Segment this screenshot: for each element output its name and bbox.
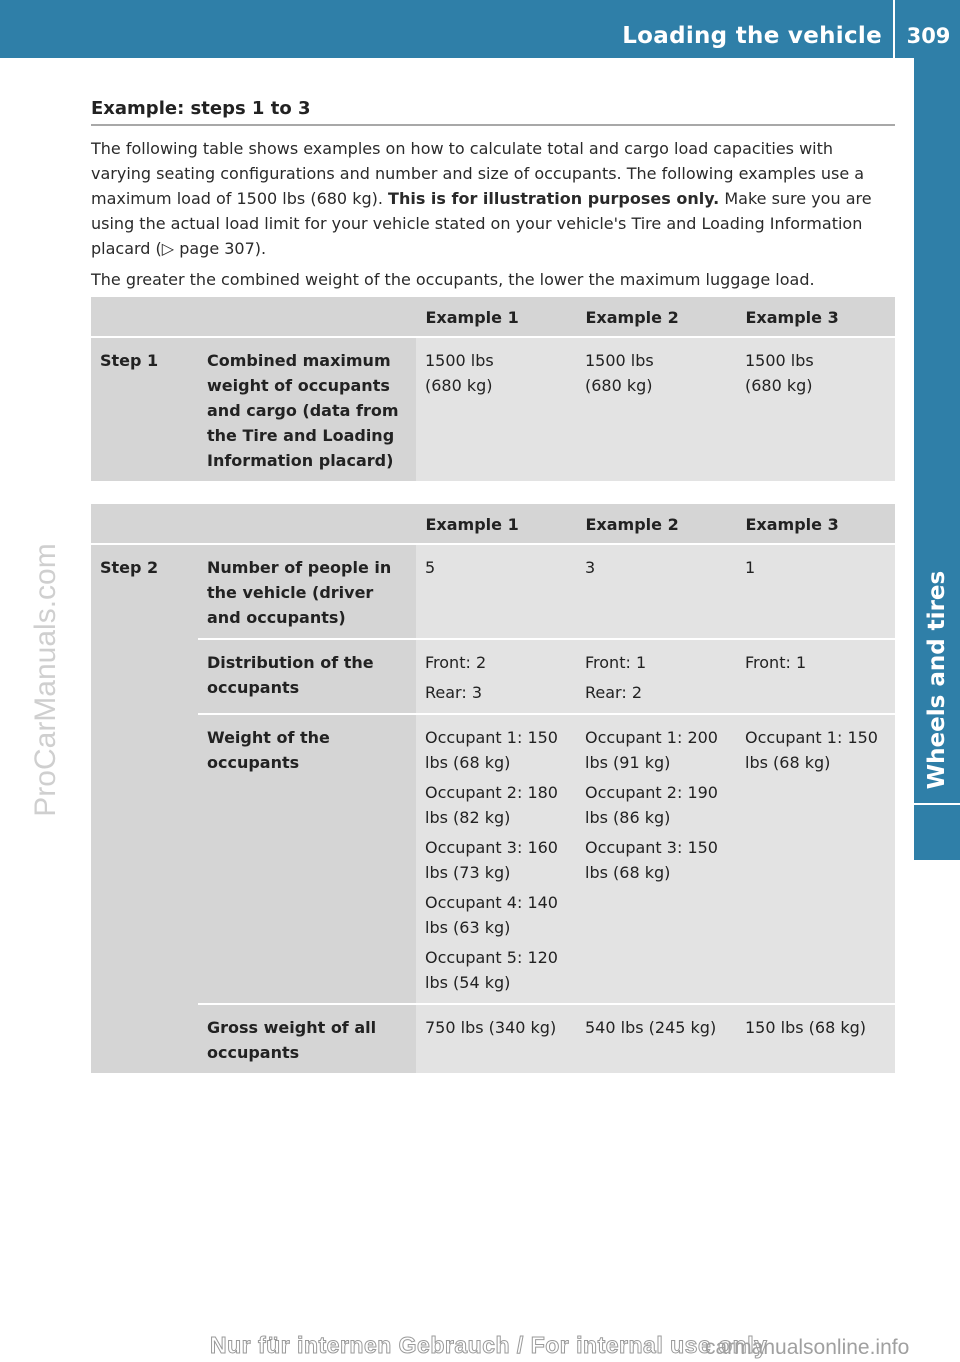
value-line: 3 xyxy=(585,558,596,577)
value-line: Occupant 1: 200 lbs (91 kg) xyxy=(585,728,718,772)
value-line: Occupant 2: 180 lbs (82 kg) xyxy=(425,783,558,827)
step-label: Step 1 xyxy=(91,337,198,481)
value-cell xyxy=(736,544,895,639)
value-line: (680 kg) xyxy=(745,376,813,395)
value-line: Occupant 1: 150 lbs (68 kg) xyxy=(425,728,558,772)
table-header-cell: Example 3 xyxy=(736,504,895,544)
value-line: Occupant 4: 140 lbs (63 kg) xyxy=(425,893,558,937)
table-header-row xyxy=(91,297,895,337)
value-line: 540 lbs (245 kg) xyxy=(585,1018,717,1037)
table-header-row xyxy=(91,504,895,544)
value-cell xyxy=(576,639,736,714)
watermark-left: ProCarManuals.com xyxy=(29,543,62,817)
value-cell xyxy=(576,1004,736,1073)
value-line: Occupant 2: 190 lbs (86 kg) xyxy=(585,783,718,827)
section-rule xyxy=(91,124,895,126)
table-row xyxy=(91,337,895,481)
table-header-cell: Example 1 xyxy=(416,504,576,544)
note-paragraph: The greater the combined weight of the occupants, the lower the maximum luggage load. xyxy=(91,270,815,289)
value-line: Front: 1 xyxy=(585,653,647,672)
side-tab-divider xyxy=(914,803,960,805)
row-label: Gross weight of all occupants xyxy=(198,1004,416,1073)
value-line: Rear: 2 xyxy=(585,683,642,702)
value-cell xyxy=(736,1004,895,1073)
value-cell xyxy=(736,714,895,1004)
value-line: 150 lbs (68 kg) xyxy=(745,1018,866,1037)
page-ref-arrow-icon: ▷ xyxy=(161,239,175,258)
value-line: Occupant 1: 150 lbs (68 kg) xyxy=(745,728,878,772)
table-header-cell xyxy=(91,297,198,337)
page-ref-link[interactable]: page 307). xyxy=(174,239,267,258)
value-cell xyxy=(416,1004,576,1073)
table-step-1 xyxy=(91,297,895,481)
value-line: 1 xyxy=(745,558,756,577)
value-cell xyxy=(416,639,576,714)
intro-text-2: Make sure you are using the actual load limit for your vehicle stated on your vehicle's Tire and Loading Information placard ( xyxy=(91,189,872,258)
value-cell xyxy=(576,337,736,481)
intro-bold: This is for illustration purposes only. xyxy=(388,189,720,208)
value-line: 1500 lbs xyxy=(745,351,814,370)
table-header-cell xyxy=(198,504,416,544)
value-line: 5 xyxy=(425,558,436,577)
value-line: Front: 1 xyxy=(745,653,807,672)
value-line: Front: 2 xyxy=(425,653,487,672)
value-line: 1500 lbs xyxy=(425,351,494,370)
site-watermark: carmanualsonline.info xyxy=(705,1336,910,1359)
value-line: (680 kg) xyxy=(585,376,653,395)
step-label: Step 2 xyxy=(91,544,198,1073)
value-cell xyxy=(416,714,576,1004)
value-line: 750 lbs (340 kg) xyxy=(425,1018,557,1037)
value-cell xyxy=(416,544,576,639)
row-label: Distribution of the occupants xyxy=(198,639,416,714)
intro-paragraph xyxy=(91,136,897,261)
value-line: (680 kg) xyxy=(425,376,493,395)
row-label: Weight of the occupants xyxy=(198,714,416,1004)
row-label: Number of people in the vehicle (driver and occupants) xyxy=(198,544,416,639)
page-number: 309 xyxy=(906,24,951,48)
table-header-cell: Example 3 xyxy=(736,297,895,337)
value-line: Occupant 5: 120 lbs (54 kg) xyxy=(425,948,558,992)
table-row xyxy=(91,544,895,639)
value-line: Occupant 3: 160 lbs (73 kg) xyxy=(425,838,558,882)
table-step-2 xyxy=(91,504,895,1073)
table-header-cell xyxy=(198,297,416,337)
row-label: Combined maximum weight of occupants and cargo (data from the Tire and Loading Information placard) xyxy=(198,337,416,481)
page-title: Loading the vehicle xyxy=(622,23,882,49)
side-tab-label: Wheels and tires xyxy=(924,570,950,790)
value-cell xyxy=(576,544,736,639)
section-title: Example: steps 1 to 3 xyxy=(91,98,311,119)
value-cell xyxy=(736,639,895,714)
value-line: Rear: 3 xyxy=(425,683,482,702)
value-cell xyxy=(736,337,895,481)
internal-use-watermark: Nur für internen Gebrauch / For internal use only xyxy=(210,1332,768,1358)
table-row xyxy=(91,714,895,1004)
value-line: Occupant 3: 150 lbs (68 kg) xyxy=(585,838,718,882)
table-row xyxy=(91,1004,895,1073)
table-header-cell: Example 1 xyxy=(416,297,576,337)
value-line: 1500 lbs xyxy=(585,351,654,370)
value-cell xyxy=(576,714,736,1004)
value-cell xyxy=(416,337,576,481)
table-header-cell: Example 2 xyxy=(576,297,736,337)
intro-text: The following table shows examples on how to calculate total and cargo load capacities with varying seating configurations and number and size of occupants. The following examples use a maximum load of 1500 lbs (680 kg). xyxy=(91,139,865,208)
table-header-cell: Example 2 xyxy=(576,504,736,544)
table-row xyxy=(91,639,895,714)
table-header-cell xyxy=(91,504,198,544)
header-divider xyxy=(893,0,895,58)
